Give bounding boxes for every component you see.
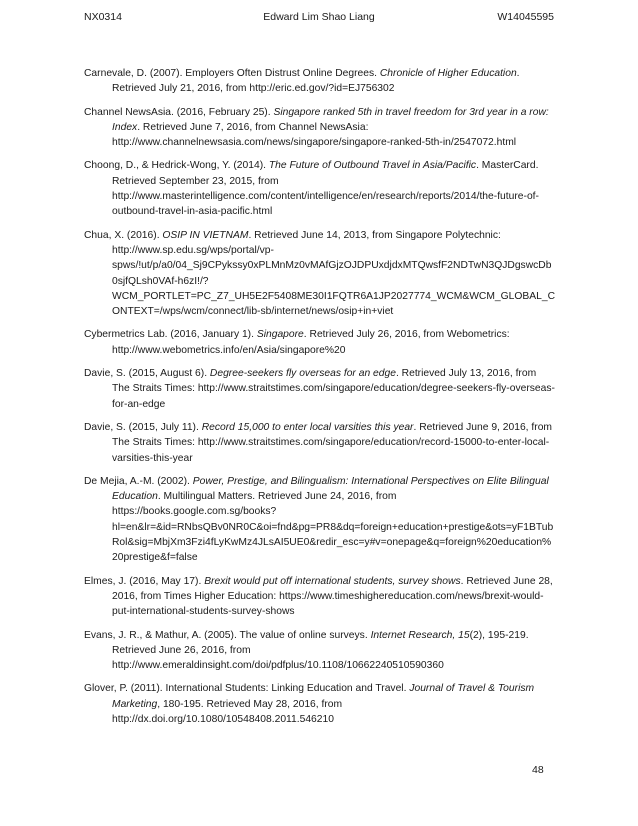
header-left: NX0314	[84, 11, 122, 23]
ref-text: Chua, X. (2016).	[84, 229, 163, 241]
reference-entry	[84, 105, 556, 151]
ref-title: OSIP IN VIETNAM	[162, 229, 249, 241]
ref-text: Carnevale, D. (2007). Employers Often Distrust Online Degrees.	[84, 68, 380, 79]
ref-text: De Mejia, A.-M. (2002).	[84, 475, 193, 487]
ref-text: . Retrieved June 14, 2013, from Singapore Polytechnic: http://www.sp.edu.sg/wps/portal/vp-spws/!ut/p/a0/04_Sj9CPykssy0xPLMnMz0vMAfGjzOJDPUxdjdxMTQwsfF2NDTwN3QJDgswcDb0sjfQLsh0VAf-h6zI!/?WCM_PORTLET=PC_Z7_UH5E2F5408ME30I1FQTR6A1JP2027774_WCM&WCM_GLOBAL_CONTEXT=/wps/wcm/connect/lib-sb/internet/news/osip+in+viet	[112, 229, 556, 318]
reference-entry	[84, 574, 556, 620]
ref-title: Degree-seekers fly overseas for an edge	[209, 368, 396, 380]
reference-entry	[84, 681, 556, 727]
header-center: Edward Lim Shao Liang	[263, 11, 375, 23]
ref-text: Davie, S. (2015, August 6).	[84, 368, 210, 380]
ref-text: . Retrieved July 13, 2016, from The Straits Times: http://www.straitstimes.com/singapore/education/degree-seekers-fly-overseas-for-an-edge	[112, 368, 555, 410]
ref-text: . Retrieved June 7, 2016, from Channel NewsAsia: http://www.channelnewsasia.com/news/singapore/singapore-ranked-5th-in/2547072.html	[112, 121, 517, 149]
ref-text: Cybermetrics Lab. (2016, January 1).	[84, 329, 257, 341]
ref-text: Channel NewsAsia. (2016, February 25).	[84, 106, 274, 118]
ref-text: Choong, D., & Hedrick-Wong, Y. (2014).	[84, 160, 269, 172]
ref-text: . Retrieved July 21, 2016, from http://eric.ed.gov/?id=EJ756302	[112, 68, 520, 95]
ref-title: Internet Research, 15	[370, 629, 470, 641]
ref-text: Glover, P. (2011). International Students: Linking Education and Travel.	[84, 683, 410, 695]
ref-title: The Future of Outbound Travel in Asia/Pacific	[268, 160, 477, 172]
ref-title: Singapore ranked 5th in travel freedom for 3rd year in a row: Index	[112, 106, 549, 133]
ref-text: . Retrieved June 28, 2016, from Times Higher Education: https://www.timeshighereducation.com/news/brexit-would-put-international-students-survey-shows	[112, 575, 553, 618]
page-header	[84, 11, 554, 25]
ref-title: Record 15,000 to enter local varsities this year	[201, 421, 414, 433]
ref-text: (2), 195-219. Retrieved June 26, 2016, from http://www.emeraldinsight.com/doi/pdfplus/10.1108/10662240510590360	[112, 629, 529, 672]
reference-entry	[84, 474, 556, 566]
ref-text: . MasterCard. Retrieved September 23, 2015, from http://www.masterintelligence.com/content/intelligence/en/research/reports/2014/the-future-of-outbound-travel-in-asia-pacific.html	[112, 160, 539, 218]
reference-list	[84, 66, 556, 735]
ref-text: . Multilingual Matters. Retrieved June 24, 2016, from https://books.google.com.sg/books?hl=en&lr=&id=RNbsQBv0NR0C&oi=fnd&pg=PR8&dq=foreign+education+prestige&ots=yF1BTubRol&sig=MbjXm3Fzi4fLyKwMz4JLsAI5UE0&redir_esc=y#v=onepage&q=foreign%20education%20prestige&f=false	[112, 491, 554, 564]
reference-entry	[84, 366, 556, 412]
reference-entry	[84, 66, 556, 97]
header-right: W14045595	[497, 11, 554, 23]
ref-title: Journal of Travel & Tourism Marketing	[112, 683, 535, 710]
reference-entry	[84, 228, 556, 320]
reference-entry	[84, 158, 556, 219]
ref-text: . Retrieved June 9, 2016, from The Straits Times: http://www.straitstimes.com/singapore/education/record-15000-to-enter-local-varsities-this-year	[112, 421, 552, 464]
reference-entry	[84, 420, 556, 466]
ref-text: , 180-195. Retrieved May 28, 2016, from http://dx.doi.org/10.1080/10548408.2011.546210	[112, 698, 343, 725]
page-number: 48	[532, 764, 544, 776]
ref-text: . Retrieved July 26, 2016, from Webometrics: http://www.webometrics.info/en/Asia/singapore%20	[112, 329, 510, 356]
ref-text: Elmes, J. (2016, May 17).	[84, 575, 205, 587]
ref-title: Brexit would put off international students, survey shows	[204, 575, 461, 587]
ref-title: Power, Prestige, and Bilingualism: International Perspectives on Elite Bilingual Education	[112, 475, 549, 503]
ref-title: Chronicle of Higher Education	[379, 68, 517, 79]
ref-title: Singapore	[256, 329, 304, 341]
ref-text: Davie, S. (2015, July 11).	[84, 421, 202, 433]
reference-entry	[84, 327, 556, 358]
ref-text: Evans, J. R., & Mathur, A. (2005). The value of online surveys.	[84, 629, 371, 641]
reference-entry	[84, 628, 556, 674]
